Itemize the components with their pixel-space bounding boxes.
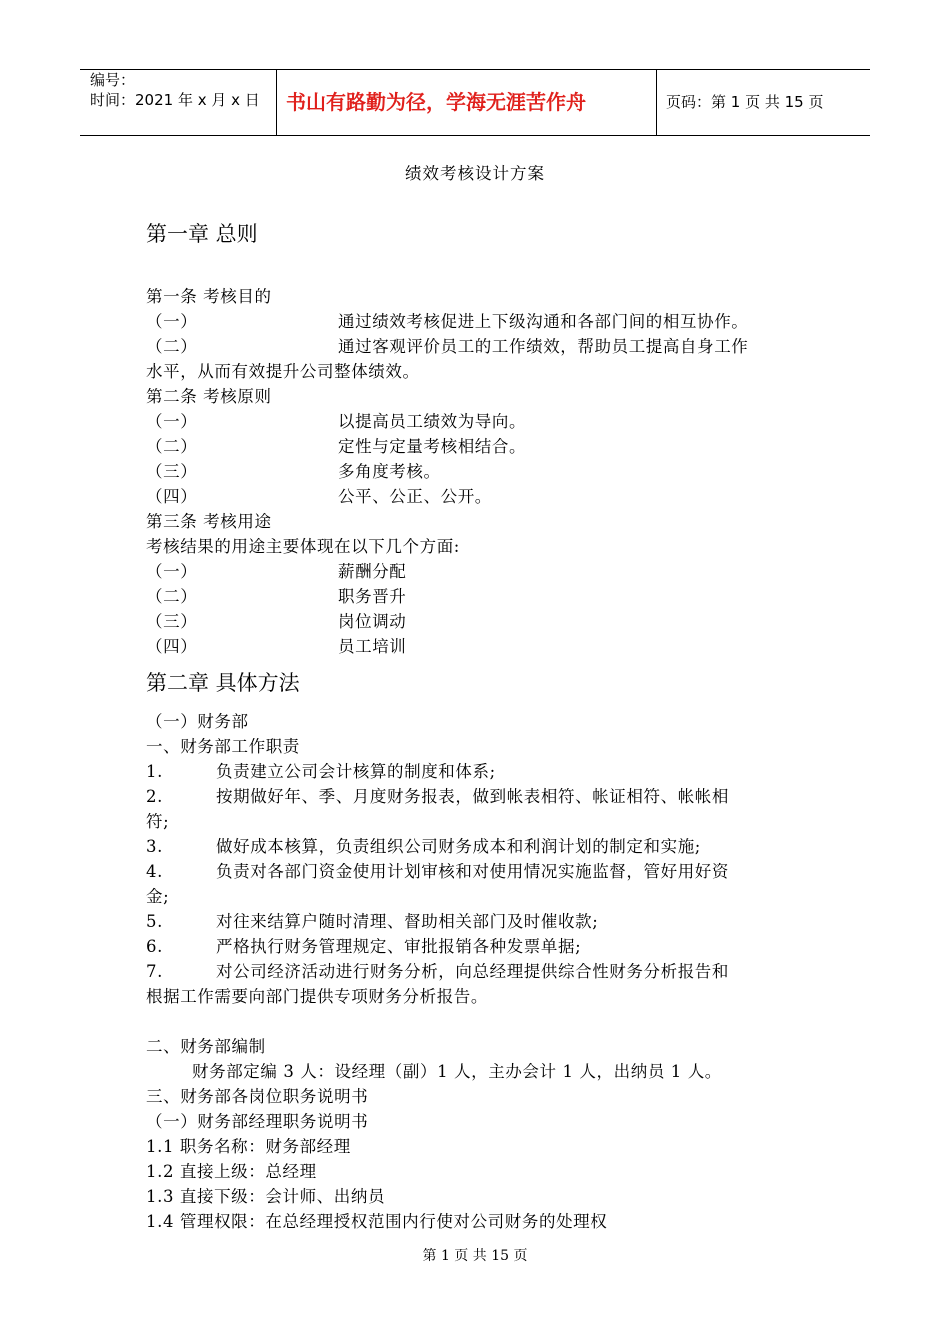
item-number: （三） [146,462,198,481]
list-number: 6. [146,937,163,956]
header-divider-left [276,69,277,135]
list-number: 3. [146,837,163,856]
header-meta [90,70,260,110]
spec-line: 1.1 职务名称：财务部经理 [146,1137,351,1156]
section-heading: 一、财务部工作职责 [146,737,300,756]
article-heading: 第三条 考核用途 [146,512,272,531]
item-number: （一） [146,412,198,431]
list-text: 负责建立公司会计核算的制度和体系; [216,762,496,781]
header-page-info: 页码：第 1 页 共 15 页 [666,93,824,111]
section-heading: 三、财务部各岗位职务说明书 [146,1087,369,1106]
list-number: 7. [146,962,163,981]
list-text-continued: 符; [146,812,170,831]
list-text: 做好成本核算，负责组织公司财务成本和利润计划的制定和实施; [216,837,701,856]
document-title: 绩效考核设计方案 [405,164,545,183]
item-text: 通过客观评价员工的工作绩效，帮助员工提高自身工作 [338,337,749,356]
item-text: 薪酬分配 [338,562,407,581]
list-text-continued: 根据工作需要向部门提供专项财务分析报告。 [146,987,488,1006]
item-number: （四） [146,637,198,656]
spec-line: 1.4 管理权限：在总经理授权范围内行使对公司财务的处理权 [146,1212,608,1231]
list-text-continued: 金; [146,887,170,906]
item-text: 员工培训 [338,637,407,656]
list-text: 对往来结算户随时清理、督助相关部门及时催收款; [216,912,599,931]
item-number: （二） [146,437,198,456]
item-text: 公平、公正、公开。 [338,487,492,506]
list-number: 2. [146,787,163,806]
list-text: 对公司经济活动进行财务分析，向总经理提供综合性财务分析报告和 [216,962,729,981]
paragraph: 财务部定编 3 人：设经理（副）1 人，主办会计 1 人，出纳员 1 人。 [192,1062,722,1081]
item-number: （一） [146,562,198,581]
header-divider-right [656,69,657,135]
chapter-heading: 第二章 具体方法 [146,671,300,695]
spec-line: 1.2 直接上级：总经理 [146,1162,317,1181]
spec-line: 1.3 直接下级：会计师、出纳员 [146,1187,386,1206]
item-number: （二） [146,337,198,356]
item-number: （二） [146,587,198,606]
item-text: 岗位调动 [338,612,407,631]
chapter-heading: 第一章 总则 [146,222,258,246]
section-heading: 二、财务部编制 [146,1037,266,1056]
list-number: 4. [146,862,163,881]
article-heading: 第一条 考核目的 [146,287,272,306]
header-motto: 书山有路勤为径，学海无涯苦作舟 [286,90,586,114]
section-heading: （一）财务部 [146,712,249,731]
item-number: （四） [146,487,198,506]
list-text: 严格执行财务管理规定、审批报销各种发票单据; [216,937,582,956]
number-label: 编号： [90,71,136,89]
item-text: 通过绩效考核促进上下级沟通和各部门间的相互协作。 [338,312,749,331]
item-text: 定性与定量考核相结合。 [338,437,527,456]
item-number: （三） [146,612,198,631]
paragraph: 考核结果的用途主要体现在以下几个方面: [146,537,460,556]
item-text: 多角度考核。 [338,462,441,481]
subsection-heading: （一）财务部经理职务说明书 [146,1112,369,1131]
header-bottom-rule [80,135,870,136]
list-text: 按期做好年、季、月度财务报表，做到帐表相符、帐证相符、帐帐相 [216,787,729,806]
page-footer: 第 1 页 共 15 页 [422,1248,528,1264]
list-number: 1. [146,762,163,781]
item-text-continued: 水平，从而有效提升公司整体绩效。 [146,362,420,381]
item-text: 以提高员工绩效为导向。 [338,412,527,431]
item-number: （一） [146,312,198,331]
article-heading: 第二条 考核原则 [146,387,272,406]
item-text: 职务晋升 [338,587,407,606]
time-label: 时间：2021 年 x 月 x 日 [90,91,260,109]
list-number: 5. [146,912,163,931]
list-text: 负责对各部门资金使用计划审核和对使用情况实施监督，管好用好资 [216,862,729,881]
